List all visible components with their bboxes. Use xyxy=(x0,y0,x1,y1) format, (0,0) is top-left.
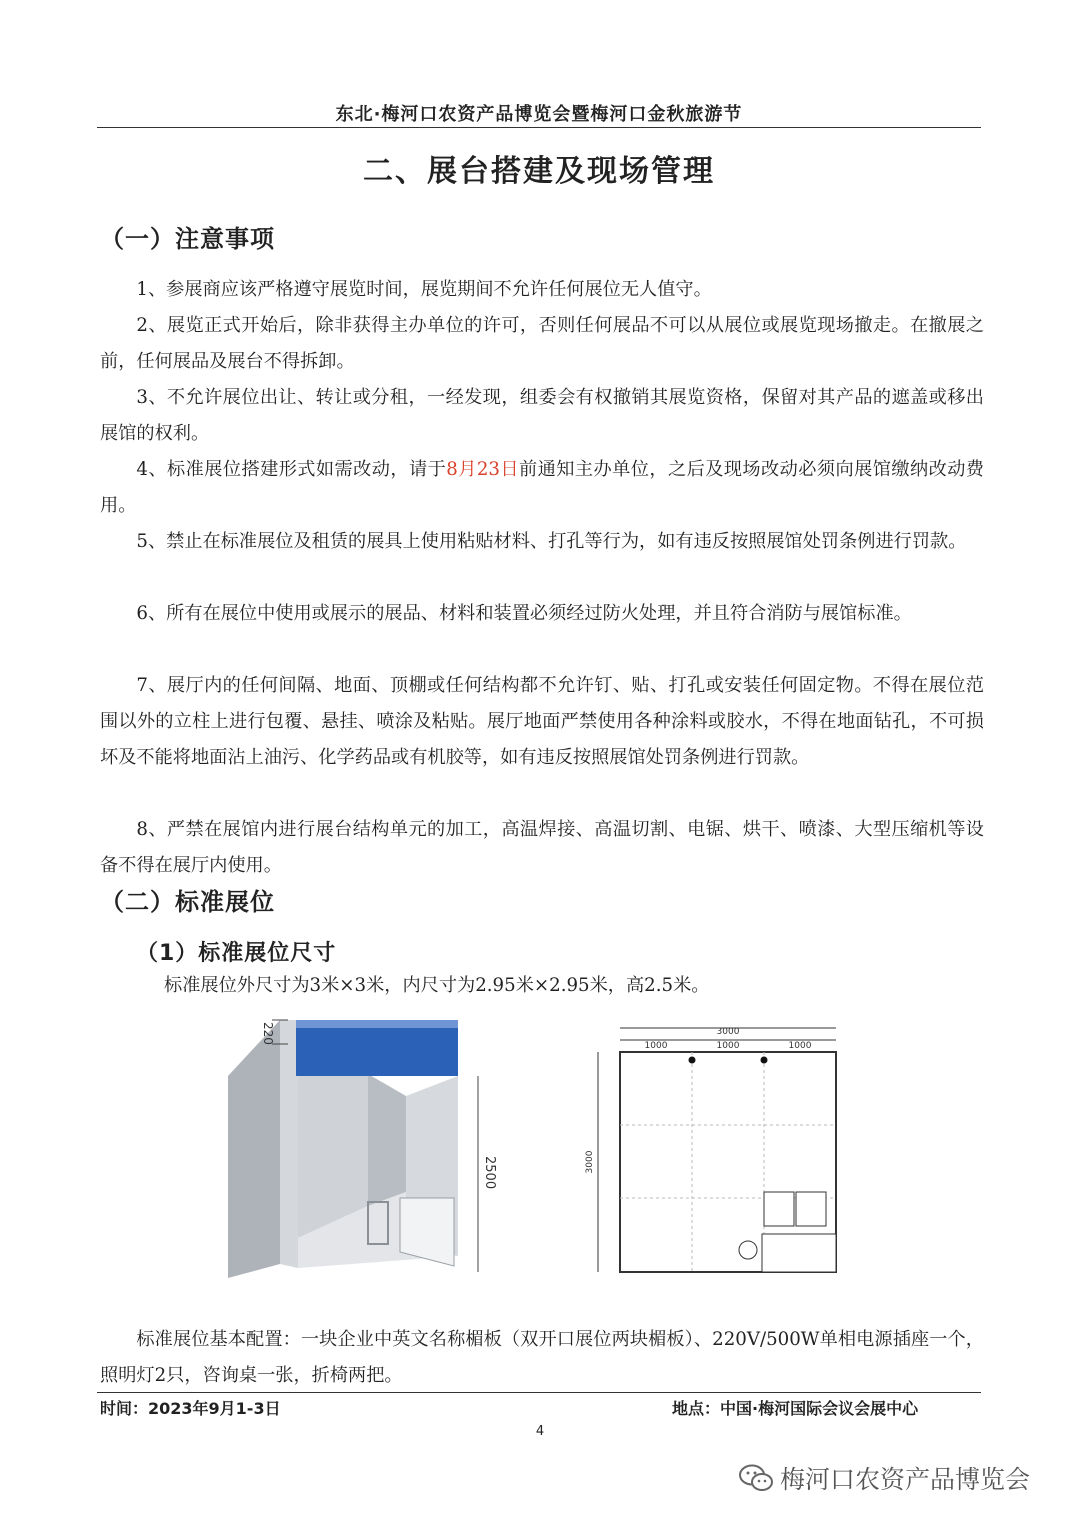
booth-floor-plan xyxy=(582,1020,846,1278)
info-desk xyxy=(762,1234,836,1272)
document-header: 东北·梅河口农资产品博览会暨梅河口金秋旅游节 xyxy=(335,104,743,125)
watermark xyxy=(738,1460,1030,1496)
folding-chair-2 xyxy=(796,1192,826,1226)
total-width-label: 3000 xyxy=(716,1027,740,1037)
page-title: 二、展台搭建及现场管理 xyxy=(363,154,715,189)
waste-bin-icon xyxy=(739,1241,757,1259)
subsection-heading-booth-size: （1）标准展位尺寸 xyxy=(136,941,337,966)
notice-item-6: 6、所有在展位中使用或展示的展品、材料和装置必须经过防火处理，并且符合消防与展馆标准。 xyxy=(136,603,912,624)
footer-divider xyxy=(97,1392,981,1393)
booth-left-wall-outer xyxy=(228,1020,280,1278)
notice-item-4 xyxy=(100,452,984,524)
segment-1-label: 1000 xyxy=(644,1041,668,1051)
segment-2-label: 1000 xyxy=(716,1041,740,1051)
notice-item-5: 5、禁止在标准展位及租赁的展具上使用粘贴材料、打孔等行为，如有违反按照展馆处罚条例进行罚款。 xyxy=(136,531,967,552)
folding-chair-1 xyxy=(764,1192,794,1226)
booth-3d-illustration xyxy=(218,1016,508,1286)
watermark-text: 梅河口农资产品博览会 xyxy=(780,1465,1031,1494)
booth-back-wall-corner xyxy=(368,1074,406,1206)
deadline-date: 8月23日 xyxy=(446,459,520,480)
booth-config-text: 标准展位基本配置：一块企业中英文名称楣板（双开口展位两块楣板）、220V/500W单相电源插座一个，照明灯2只，咨询桌一张，折椅两把。 xyxy=(100,1329,984,1386)
notice-item-3: 3、不允许展位出让、转让或分租，一经发现，组委会有权撤销其展览资格，保留对其产品的遮盖或移出展馆的权利。 xyxy=(100,387,984,444)
booth-size-text: 标准展位外尺寸为3米×3米，内尺寸为2.95米×2.95米，高2.5米。 xyxy=(164,975,710,996)
booth-fascia-board xyxy=(296,1020,458,1076)
section-heading-standard-booth: （二）标准展位 xyxy=(100,888,275,916)
notice-item-4-before: 4、标准展位搭建形式如需改动，请于 xyxy=(136,459,447,480)
depth-label: 3000 xyxy=(585,1150,595,1174)
page-number: 4 xyxy=(535,1424,545,1439)
notice-item-4-after: 前通知主办单位，之后及现场改动必须向展馆缴纳改动费用。 xyxy=(100,459,984,516)
notice-item-7: 7、展厅内的任何间隔、地面、顶棚或任何结构都不允许钉、贴、打孔或安装任何固定物。不得在展位范围以外的立柱上进行包覆、悬挂、喷涂及粘贴。展厅地面严禁使用各种涂料或胶水，不得在地面钻孔，不可损坏及不能将地面沾上油污、化学药品或有机胶等，如有违反按照展馆处罚条例进行罚款。 xyxy=(100,675,984,768)
footer-time: 时间：2023年9月1-3日 xyxy=(100,1399,281,1418)
fascia-height-label: 220 xyxy=(261,1022,275,1045)
notice-item-1: 1、参展商应该严格遵守展览时间，展览期间不允许任何展位无人值守。 xyxy=(136,279,712,300)
wechat-icon xyxy=(738,1463,774,1493)
booth-left-wall-edge xyxy=(280,1020,298,1268)
footer-location: 地点：中国·梅河国际会议会展中心 xyxy=(672,1399,919,1418)
spotlight-icon xyxy=(689,1057,696,1064)
booth-fascia-top xyxy=(296,1020,458,1028)
notice-item-8: 8、严禁在展馆内进行展台结构单元的加工，高温焊接、高温切割、电锯、烘干、喷漆、大型压缩机等设备不得在展厅内使用。 xyxy=(100,819,984,876)
header-divider xyxy=(97,127,981,128)
section-heading-notes: （一）注意事项 xyxy=(100,225,275,253)
spotlight-icon xyxy=(761,1057,768,1064)
booth-height-label: 2500 xyxy=(482,1156,497,1190)
notice-item-2: 2、展览正式开始后，除非获得主办单位的许可，否则任何展品不可以从展位或展览现场撤走。在撤展之前，任何展品及展台不得拆卸。 xyxy=(100,315,984,372)
segment-3-label: 1000 xyxy=(788,1041,812,1051)
